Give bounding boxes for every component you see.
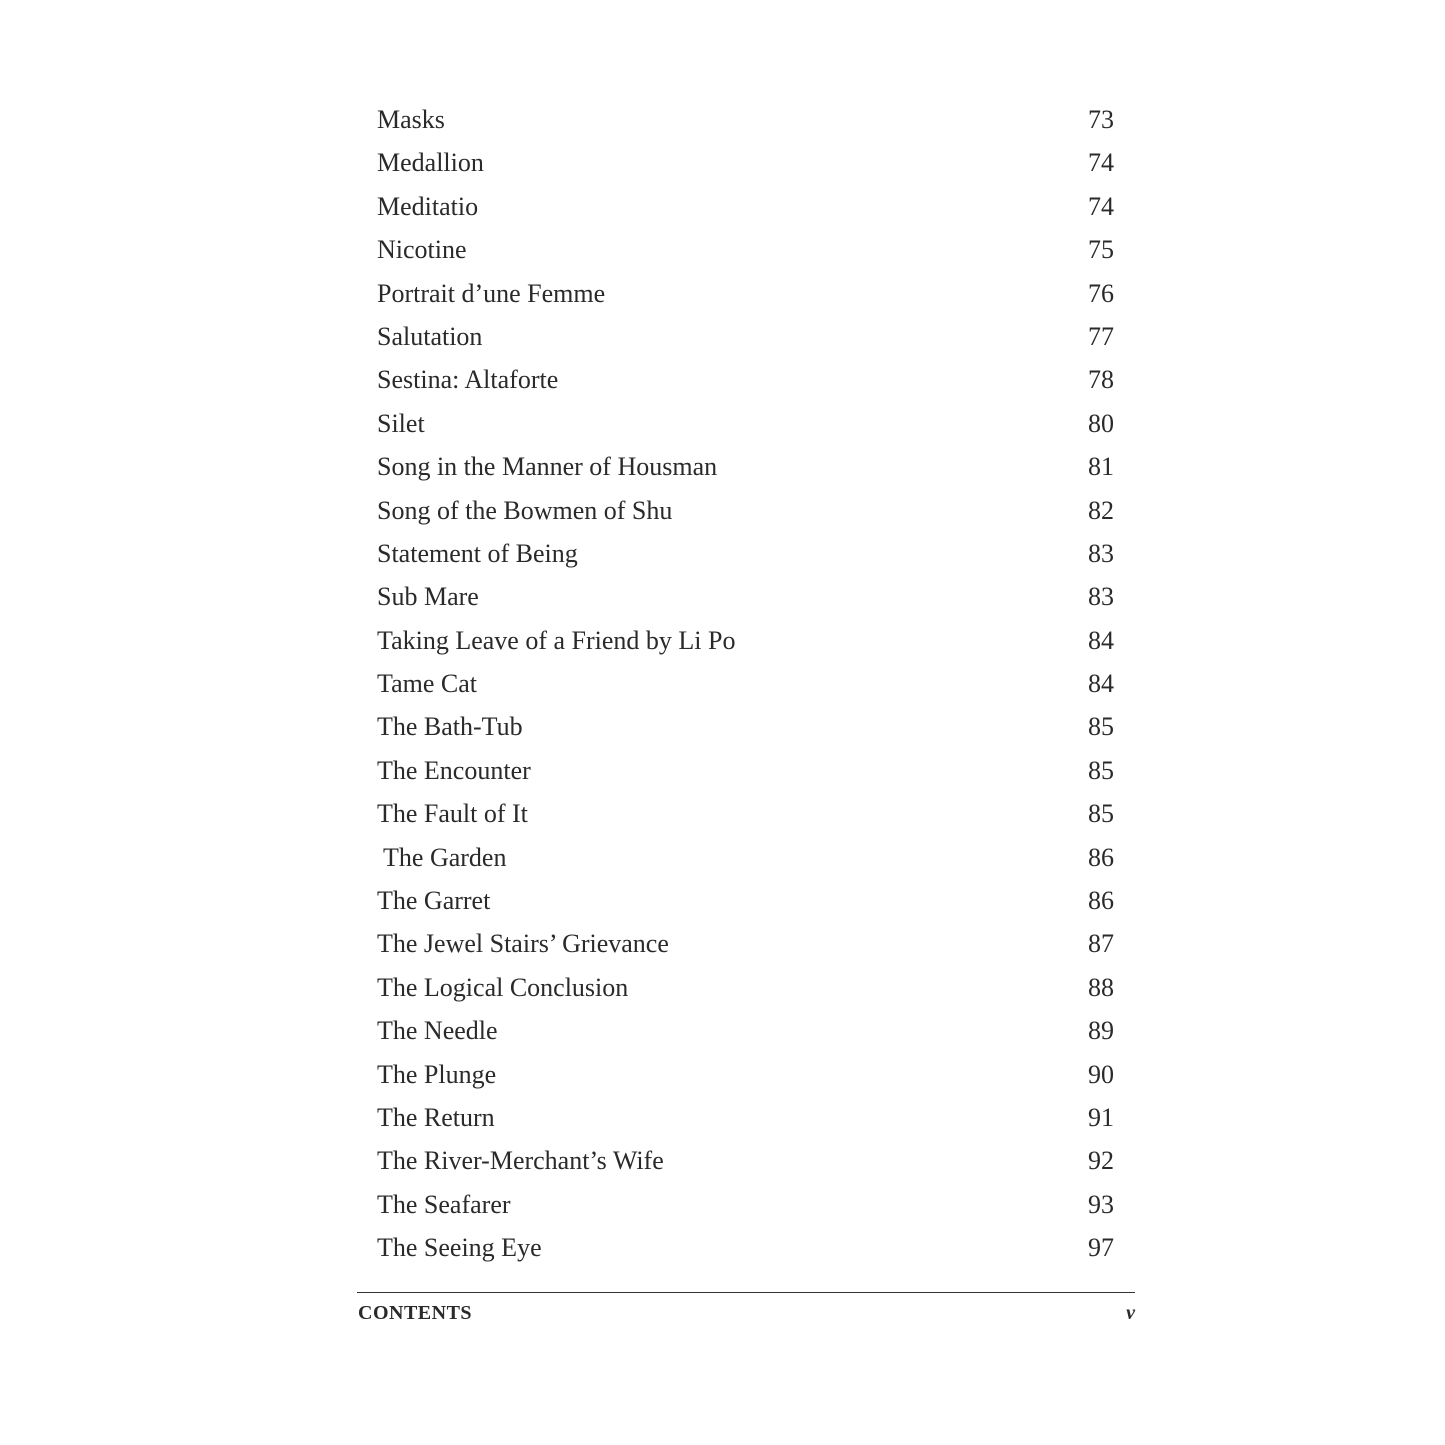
toc-entry-title: The Fault of It: [377, 799, 528, 829]
toc-entry-page-number: 77: [1088, 321, 1114, 351]
toc-entry: [377, 358, 1114, 401]
toc-entry-page-number: 86: [1088, 886, 1114, 916]
toc-entry-page-number: 74: [1088, 191, 1114, 221]
toc-entry-page-number: 97: [1088, 1233, 1114, 1263]
toc-entry-page-number: 87: [1088, 929, 1114, 959]
toc-entry-page-number: 91: [1088, 1102, 1114, 1132]
running-footer: [358, 1302, 1135, 1325]
toc-entry: [377, 532, 1114, 575]
footer-section-label: CONTENTS: [358, 1302, 473, 1324]
toc-entry-page-number: 80: [1088, 408, 1114, 438]
toc-entry: [377, 836, 1114, 879]
toc-entry-page-number: 85: [1088, 755, 1114, 785]
toc-entry: [377, 749, 1114, 792]
toc-entry-page-number: 81: [1088, 452, 1114, 482]
toc-entry-title: Silet: [377, 408, 425, 438]
toc-entry-page-number: 88: [1088, 972, 1114, 1002]
toc-entry-title: The Encounter: [377, 755, 531, 785]
toc-entry: [377, 792, 1114, 835]
table-of-contents: [377, 98, 1114, 1270]
toc-entry-title: The Garden: [377, 842, 507, 872]
toc-entry-page-number: 74: [1088, 148, 1114, 178]
toc-entry-title: Statement of Being: [377, 538, 578, 568]
toc-entry-title: Tame Cat: [377, 669, 477, 699]
toc-entry: [377, 489, 1114, 532]
toc-entry-page-number: 86: [1088, 842, 1114, 872]
toc-entry: [377, 619, 1114, 662]
toc-entry-page-number: 92: [1088, 1146, 1114, 1176]
toc-entry: [377, 141, 1114, 184]
toc-entry: [377, 1226, 1114, 1269]
toc-entry: [377, 575, 1114, 618]
toc-entry-page-number: 83: [1088, 538, 1114, 568]
toc-entry-page-number: 76: [1088, 278, 1114, 308]
toc-entry-page-number: 85: [1088, 799, 1114, 829]
toc-entry-page-number: 85: [1088, 712, 1114, 742]
toc-entry-title: The River-Merchant’s Wife: [377, 1146, 664, 1176]
toc-entry: [377, 315, 1114, 358]
toc-entry-title: The Logical Conclusion: [377, 972, 629, 1002]
toc-entry: [377, 1096, 1114, 1139]
toc-entry-page-number: 84: [1088, 669, 1114, 699]
toc-entry-page-number: 82: [1088, 495, 1114, 525]
toc-entry-title: The Jewel Stairs’ Grievance: [377, 929, 669, 959]
toc-entry-page-number: 78: [1088, 365, 1114, 395]
toc-entry-page-number: 83: [1088, 582, 1114, 612]
toc-entry-title: The Garret: [377, 886, 491, 916]
toc-entry: [377, 705, 1114, 748]
toc-entry: [377, 662, 1114, 705]
toc-entry: [377, 879, 1114, 922]
toc-entry-title: Medallion: [377, 148, 484, 178]
toc-entry-page-number: 90: [1088, 1059, 1114, 1089]
toc-entry-title: Sestina: Altaforte: [377, 365, 559, 395]
toc-entry-page-number: 73: [1088, 105, 1114, 134]
toc-entry: [377, 1053, 1114, 1096]
toc-entry: [377, 272, 1114, 315]
toc-entry: [377, 1009, 1114, 1052]
toc-entry: [377, 966, 1114, 1009]
toc-entry: [377, 185, 1114, 228]
toc-entry: [377, 1183, 1114, 1226]
toc-entry-title: Song in the Manner of Housman: [377, 452, 718, 482]
toc-entry: [377, 922, 1114, 965]
toc-entry-page-number: 84: [1088, 625, 1114, 655]
toc-entry-title: Taking Leave of a Friend by Li Po: [377, 625, 736, 655]
toc-entry-title: The Return: [377, 1102, 495, 1132]
toc-entry-page-number: 93: [1088, 1189, 1114, 1219]
toc-entry-title: Song of the Bowmen of Shu: [377, 495, 673, 525]
toc-entry-title: The Seeing Eye: [377, 1233, 542, 1263]
toc-entry: [377, 445, 1114, 488]
toc-entry-title: The Bath-Tub: [377, 712, 523, 742]
toc-entry-title: Portrait d’une Femme: [377, 278, 606, 308]
toc-entry-title: The Plunge: [377, 1059, 497, 1089]
toc-entry: [377, 228, 1114, 271]
toc-entry-title: Sub Mare: [377, 582, 479, 612]
toc-entry-title: Nicotine: [377, 235, 467, 265]
toc-entry-title: Meditatio: [377, 191, 479, 221]
toc-entry-title: Masks: [377, 105, 445, 134]
toc-entry: [377, 98, 1114, 141]
toc-entry-title: The Needle: [377, 1016, 498, 1046]
page-folio: v: [1126, 1302, 1135, 1324]
toc-entry: [377, 1139, 1114, 1182]
toc-entry: [377, 402, 1114, 445]
toc-entry-title: Salutation: [377, 321, 483, 351]
toc-entry-page-number: 75: [1088, 235, 1114, 265]
toc-entry-title: The Seafarer: [377, 1189, 511, 1219]
toc-entry-page-number: 89: [1088, 1016, 1114, 1046]
footer-rule: [357, 1292, 1135, 1293]
